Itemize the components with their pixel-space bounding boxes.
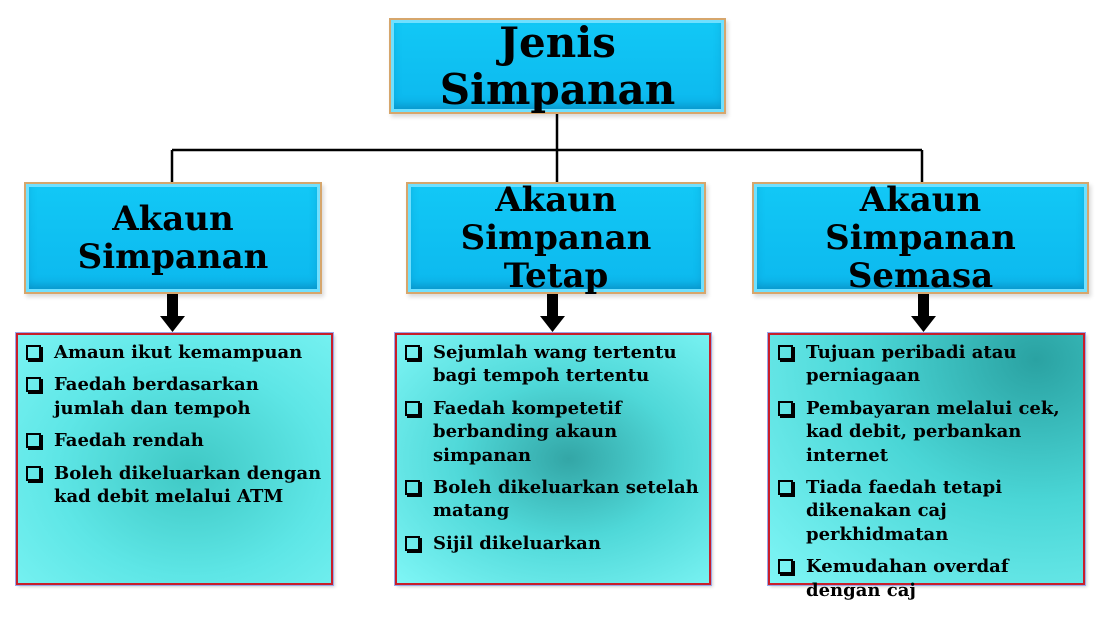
arrow-shaft-3: [918, 294, 929, 318]
category-box-akaun-simpanan-tetap: [406, 179, 706, 297]
list-item: Tiada faedah tetapi dikenakan caj perkhidmatan: [778, 476, 1075, 546]
category-box-akaun-simpanan-semasa: [752, 179, 1089, 297]
feature-list: [405, 341, 701, 555]
checkbox-bullet-icon: [405, 345, 420, 360]
list-item: Pembayaran melalui cek, kad debit, perbankan internet: [778, 397, 1075, 467]
list-item: Faedah kompetetif berbanding akaun simpanan: [405, 397, 701, 467]
arrow-shaft-1: [167, 294, 178, 318]
list-item: Boleh dikeluarkan dengan kad debit melalui ATM: [26, 462, 323, 509]
category-label: Akaun Simpanan: [77, 198, 269, 277]
checkbox-bullet-icon: [26, 466, 41, 481]
arrow-shaft-2: [547, 294, 558, 318]
category-box-akaun-simpanan: [24, 182, 322, 294]
list-item: Faedah berdasarkan jumlah dan tempoh: [26, 373, 323, 420]
feature-list: [26, 341, 323, 508]
checkbox-bullet-icon: [778, 480, 793, 495]
checkbox-bullet-icon: [778, 345, 793, 360]
down-arrow-icon-2: [540, 316, 565, 332]
root-box: [389, 18, 726, 114]
detail-box-akaun-simpanan: [16, 333, 333, 585]
list-item: Tujuan peribadi atau perniagaan: [778, 341, 1075, 388]
checkbox-bullet-icon: [778, 401, 793, 416]
list-item: Faedah rendah: [26, 429, 323, 452]
checkbox-bullet-icon: [26, 377, 41, 392]
checkbox-bullet-icon: [405, 401, 420, 416]
category-label: Akaun Simpanan Semasa: [825, 179, 1016, 297]
list-item: Kemudahan overdaf dengan caj: [778, 555, 1075, 602]
list-item: Amaun ikut kemampuan: [26, 341, 323, 364]
checkbox-bullet-icon: [26, 345, 41, 360]
list-item: Sejumlah wang tertentu bagi tempoh tertentu: [405, 341, 701, 388]
checkbox-bullet-icon: [778, 559, 793, 574]
diagram-title: Jenis Simpanan: [439, 17, 676, 114]
list-item: Boleh dikeluarkan setelah matang: [405, 476, 701, 523]
detail-box-akaun-simpanan-tetap: [395, 333, 711, 585]
feature-list: [778, 341, 1075, 602]
checkbox-bullet-icon: [26, 433, 41, 448]
checkbox-bullet-icon: [405, 480, 420, 495]
list-item: Sijil dikeluarkan: [405, 532, 701, 555]
detail-box-akaun-simpanan-semasa: [768, 333, 1085, 601]
down-arrow-icon-1: [160, 316, 185, 332]
category-label: Akaun Simpanan Tetap: [460, 179, 652, 297]
down-arrow-icon-3: [911, 316, 936, 332]
checkbox-bullet-icon: [405, 536, 420, 551]
